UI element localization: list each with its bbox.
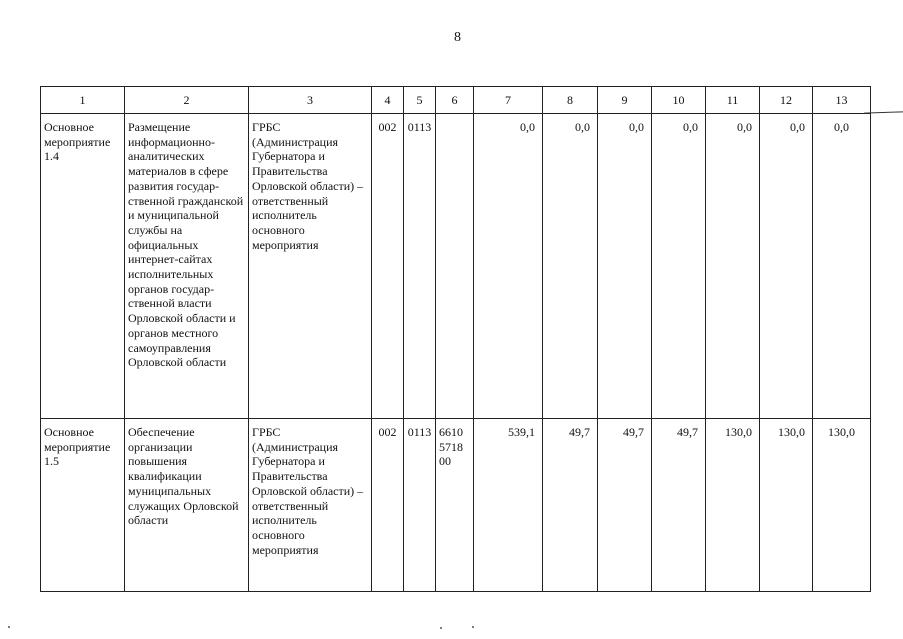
value-cell: 130,0 <box>706 419 760 592</box>
activity-description-cell: Размещение информационно-аналитических материалов в сфере развития государ-ственной гражданской и муниципальной службы на официальных интернет-сайтах исполнительных органов государ-ственной власти Орловской области и органов местного самоуправления Орловской области <box>125 114 249 419</box>
code-cell: 002 <box>372 114 404 419</box>
header-cell: 3 <box>249 87 372 114</box>
value-cell: 49,7 <box>543 419 598 592</box>
activity-name-cell: Основное мероприятие 1.4 <box>41 114 125 419</box>
code-cell: 0113 <box>404 114 436 419</box>
value-cell: 130,0 <box>760 419 813 592</box>
scan-artifact-line <box>864 111 903 113</box>
executor-cell: ГРБС (Администрация Губернатора и Правительства Орловской области) – ответственный исполнитель основного мероприятия <box>249 114 372 419</box>
value-cell: 0,0 <box>598 114 652 419</box>
header-cell: 10 <box>652 87 706 114</box>
value-cell: 0,0 <box>813 114 871 419</box>
value-cell: 0,0 <box>543 114 598 419</box>
value-cell: 539,1 <box>474 419 543 592</box>
header-cell: 7 <box>474 87 543 114</box>
header-cell: 9 <box>598 87 652 114</box>
value-cell: 0,0 <box>706 114 760 419</box>
budget-table <box>40 86 871 592</box>
header-cell: 11 <box>706 87 760 114</box>
header-cell: 6 <box>436 87 474 114</box>
header-row <box>41 87 871 114</box>
executor-cell: ГРБС (Администрация Губернатора и Правительства Орловской области) – ответственный исполнитель основного мероприятия <box>249 419 372 592</box>
page-number: 8 <box>454 30 461 45</box>
value-cell: 130,0 <box>813 419 871 592</box>
code-cell: 6610 5718 00 <box>436 419 474 592</box>
activity-description-cell: Обеспечение организации повышения квалификации муниципальных служащих Орловской области <box>125 419 249 592</box>
value-cell: 49,7 <box>598 419 652 592</box>
activity-name-cell: Основное мероприятие 1.5 <box>41 419 125 592</box>
header-cell: 4 <box>372 87 404 114</box>
scan-speck <box>472 626 474 628</box>
header-cell: 13 <box>813 87 871 114</box>
scan-speck <box>8 626 10 628</box>
header-cell: 1 <box>41 87 125 114</box>
value-cell: 49,7 <box>652 419 706 592</box>
header-cell: 5 <box>404 87 436 114</box>
code-cell: 0113 <box>404 419 436 592</box>
table-row <box>41 114 871 419</box>
header-cell: 12 <box>760 87 813 114</box>
value-cell: 0,0 <box>760 114 813 419</box>
table-row <box>41 419 871 592</box>
code-cell <box>436 114 474 419</box>
header-cell: 8 <box>543 87 598 114</box>
code-cell: 002 <box>372 419 404 592</box>
header-cell: 2 <box>125 87 249 114</box>
scan-speck <box>440 627 442 629</box>
value-cell: 0,0 <box>474 114 543 419</box>
value-cell: 0,0 <box>652 114 706 419</box>
